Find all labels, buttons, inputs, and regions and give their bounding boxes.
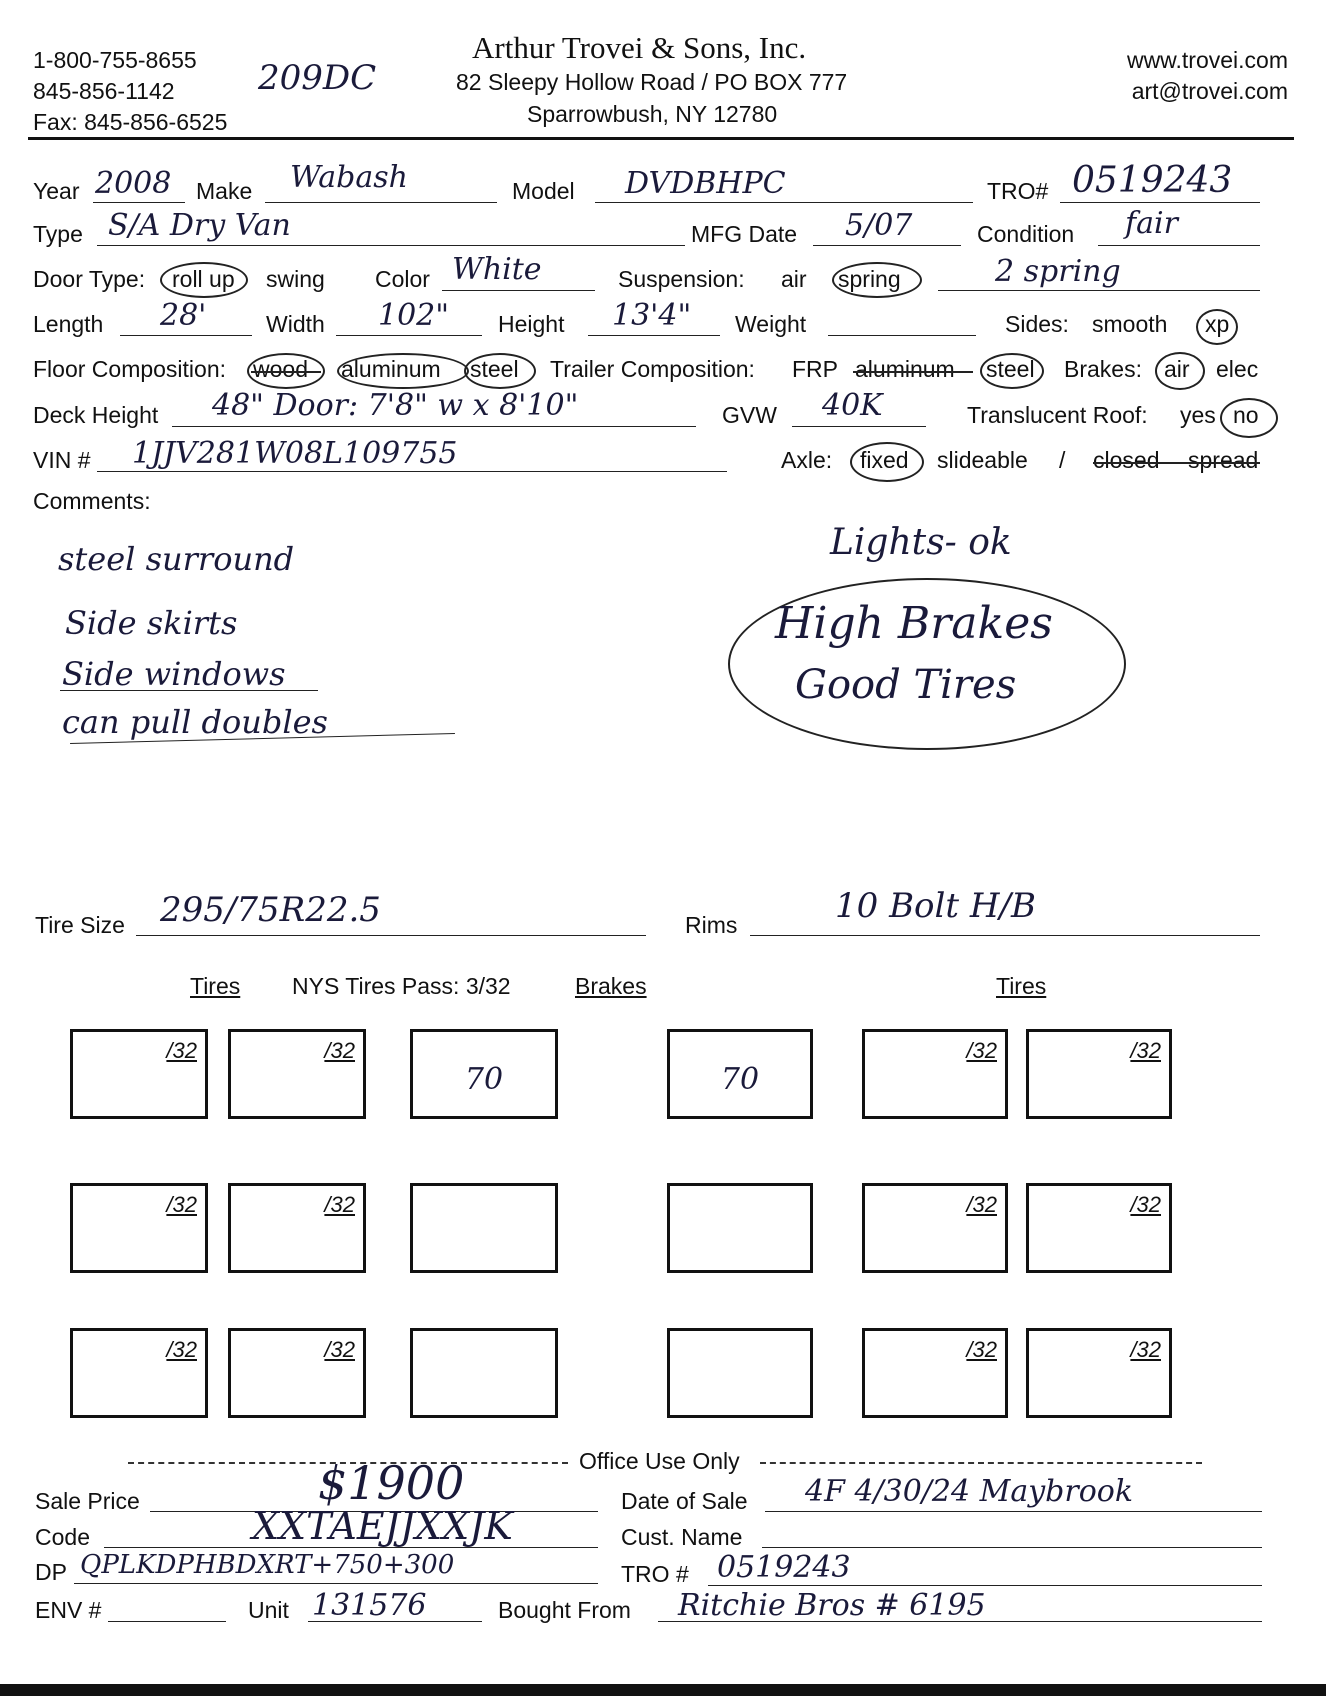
floor-steel-circle bbox=[464, 353, 536, 389]
tread-mark: /32 bbox=[966, 1337, 997, 1362]
rims-value: 10 Bolt H/B bbox=[835, 886, 1036, 926]
env-field[interactable] bbox=[108, 1621, 226, 1622]
tread-mark: /32 bbox=[324, 1337, 355, 1362]
tread-mark: /32 bbox=[324, 1038, 355, 1063]
sides-label: Sides: bbox=[1005, 311, 1069, 337]
tro-field[interactable] bbox=[1060, 202, 1260, 203]
deck-height-label: Deck Height bbox=[33, 402, 159, 428]
floor-opt-aluminum[interactable]: aluminum bbox=[341, 356, 441, 382]
length-field[interactable] bbox=[120, 335, 252, 336]
brake-box[interactable] bbox=[410, 1328, 558, 1418]
roof-no-circle bbox=[1220, 398, 1278, 438]
tires-header-left: Tires bbox=[190, 973, 241, 999]
axle-opt-fixed[interactable]: fixed bbox=[860, 447, 909, 473]
tire-box[interactable] bbox=[862, 1328, 1008, 1418]
door-opt-swing[interactable]: swing bbox=[266, 266, 325, 292]
brake-value: 70 bbox=[720, 1062, 760, 1097]
trailer-composition-label: Trailer Composition: bbox=[550, 356, 755, 382]
date-of-sale-value: 4F 4/30/24 Maybrook bbox=[805, 1474, 1134, 1509]
tire-size-value: 295/75R22.5 bbox=[160, 890, 381, 930]
width-field[interactable] bbox=[336, 335, 482, 336]
axle-separator: / bbox=[1059, 447, 1066, 473]
tire-size-label: Tire Size bbox=[35, 912, 125, 938]
weight-field[interactable] bbox=[828, 335, 976, 336]
brakes-header: Brakes bbox=[575, 973, 647, 999]
tire-box[interactable] bbox=[1026, 1029, 1172, 1119]
color-label: Color bbox=[375, 266, 430, 292]
company-name: Arthur Trovei & Sons, Inc. bbox=[472, 30, 807, 65]
nys-tires-pass: NYS Tires Pass: 3/32 bbox=[292, 973, 511, 999]
door-roll-up-circle bbox=[160, 262, 248, 298]
height-value: 13'4" bbox=[612, 298, 692, 333]
gvw-label: GVW bbox=[722, 402, 777, 428]
dp-label: DP bbox=[35, 1559, 67, 1585]
trailer-opt-aluminum[interactable]: aluminum bbox=[855, 356, 955, 382]
office-tro-value: 0519243 bbox=[717, 1550, 851, 1585]
office-tro-label: TRO # bbox=[621, 1561, 689, 1587]
brakes-label: Brakes: bbox=[1064, 356, 1142, 382]
suspension-field[interactable] bbox=[938, 290, 1260, 291]
gvw-field[interactable] bbox=[792, 426, 926, 427]
comment-line-3: Side windows bbox=[62, 655, 286, 693]
circled-note-2: Good Tires bbox=[795, 662, 1017, 708]
tread-mark: /32 bbox=[166, 1192, 197, 1217]
tire-box[interactable] bbox=[228, 1029, 366, 1119]
tire-box[interactable] bbox=[70, 1183, 208, 1273]
trailer-opt-frp[interactable]: FRP bbox=[792, 356, 838, 382]
condition-field[interactable] bbox=[1098, 245, 1260, 246]
weight-label: Weight bbox=[735, 311, 807, 337]
tire-box[interactable] bbox=[862, 1183, 1008, 1273]
comments-label: Comments: bbox=[33, 488, 151, 514]
brakes-opt-air[interactable]: air bbox=[1164, 356, 1190, 382]
mfg-value: 5/07 bbox=[845, 208, 913, 243]
comment-line-1: steel surround bbox=[58, 540, 295, 578]
year-value: 2008 bbox=[95, 166, 172, 201]
bought-from-label: Bought From bbox=[498, 1597, 631, 1623]
width-value: 102" bbox=[378, 298, 450, 333]
env-label: ENV # bbox=[35, 1597, 102, 1623]
type-field[interactable] bbox=[97, 245, 685, 246]
date-of-sale-field[interactable] bbox=[765, 1511, 1262, 1512]
vin-field[interactable] bbox=[97, 471, 727, 472]
susp-opt-air[interactable]: air bbox=[781, 266, 807, 292]
sides-opt-smooth[interactable]: smooth bbox=[1092, 311, 1168, 337]
brake-box[interactable] bbox=[667, 1328, 813, 1418]
website: www.trovei.com bbox=[1126, 47, 1288, 73]
tread-mark: /32 bbox=[966, 1038, 997, 1063]
company-address-1: 82 Sleepy Hollow Road / PO BOX 777 bbox=[456, 69, 848, 95]
office-use-title: Office Use Only bbox=[579, 1448, 740, 1474]
model-value: DVDBHPC bbox=[625, 166, 786, 201]
brake-value: 70 bbox=[464, 1062, 504, 1097]
height-field[interactable] bbox=[588, 335, 720, 336]
tread-mark: /32 bbox=[1130, 1192, 1161, 1217]
roof-opt-no[interactable]: no bbox=[1233, 402, 1259, 428]
tread-mark: /32 bbox=[166, 1337, 197, 1362]
tire-size-field[interactable] bbox=[136, 935, 646, 936]
height-label: Height bbox=[498, 311, 565, 337]
tread-mark: /32 bbox=[166, 1038, 197, 1063]
type-label: Type bbox=[33, 221, 83, 247]
tread-mark: /32 bbox=[966, 1192, 997, 1217]
brake-box[interactable] bbox=[667, 1183, 813, 1273]
axle-closed-spread-strike bbox=[1093, 462, 1260, 464]
trailer-aluminum-strike bbox=[853, 371, 973, 373]
length-label: Length bbox=[33, 311, 104, 337]
brake-box[interactable] bbox=[410, 1029, 558, 1119]
brake-box[interactable] bbox=[667, 1029, 813, 1119]
vin-value: 1JJV281W08L109755 bbox=[132, 436, 458, 471]
mfg-label: MFG Date bbox=[691, 221, 798, 247]
door-opt-roll-up[interactable]: roll up bbox=[172, 266, 235, 292]
unit-label: Unit bbox=[248, 1597, 289, 1623]
brakes-air-circle bbox=[1155, 352, 1205, 390]
condition-value: fair bbox=[1125, 206, 1178, 241]
trailer-steel-circle bbox=[980, 353, 1044, 389]
floor-aluminum-circle bbox=[337, 353, 469, 389]
sale-price-value: $1900 bbox=[318, 1456, 465, 1510]
dp-field[interactable] bbox=[74, 1583, 598, 1584]
tire-box[interactable] bbox=[862, 1029, 1008, 1119]
brake-box[interactable] bbox=[410, 1183, 558, 1273]
color-field[interactable] bbox=[442, 290, 595, 291]
width-label: Width bbox=[266, 311, 325, 337]
translucent-roof-label: Translucent Roof: bbox=[967, 402, 1148, 428]
vin-label: VIN # bbox=[33, 447, 91, 473]
axle-opt-closed[interactable]: closed bbox=[1093, 447, 1160, 473]
phone-2: 845-856-1142 bbox=[33, 78, 175, 104]
roof-opt-yes[interactable]: yes bbox=[1180, 402, 1216, 428]
office-dash-right bbox=[760, 1462, 1202, 1464]
office-tro-field[interactable] bbox=[708, 1585, 1262, 1586]
susp-opt-spring[interactable]: spring bbox=[838, 266, 901, 292]
comment-line-2: Side skirts bbox=[65, 604, 238, 642]
sides-opt-xp[interactable]: xp bbox=[1205, 311, 1230, 337]
year-field[interactable] bbox=[93, 202, 185, 203]
trailer-opt-steel[interactable]: steel bbox=[986, 356, 1035, 382]
length-value: 28' bbox=[160, 298, 207, 333]
rims-label: Rims bbox=[685, 912, 738, 938]
sides-xp-circle bbox=[1196, 309, 1238, 345]
deck-height-field[interactable] bbox=[172, 426, 696, 427]
tread-mark: /32 bbox=[1130, 1038, 1161, 1063]
make-value: Wabash bbox=[290, 160, 408, 195]
dp-value: QPLKDPHBDXRT+750+300 bbox=[80, 1550, 455, 1580]
floor-composition-label: Floor Composition: bbox=[33, 356, 227, 382]
cust-name-label: Cust. Name bbox=[621, 1524, 743, 1550]
code-value: XXTAEJJXXJK bbox=[252, 1504, 513, 1548]
fax: Fax: 845-856-6525 bbox=[33, 109, 228, 135]
code-label: Code bbox=[35, 1524, 90, 1550]
handwritten-code: 209DC bbox=[258, 58, 377, 98]
lights-note: Lights- ok bbox=[830, 522, 1012, 563]
gvw-value: 40K bbox=[822, 388, 883, 423]
type-value: S/A Dry Van bbox=[108, 208, 291, 243]
susp-spring-circle bbox=[832, 262, 922, 298]
unit-value: 131576 bbox=[312, 1588, 427, 1623]
axle-opt-slideable[interactable]: slideable bbox=[937, 447, 1028, 473]
deck-height-value: 48" Door: 7'8" w x 8'10" bbox=[212, 388, 579, 423]
header-divider bbox=[28, 137, 1294, 140]
color-value: White bbox=[452, 252, 542, 287]
email: art@trovei.com bbox=[1131, 78, 1288, 104]
company-address-2: Sparrowbush, NY 12780 bbox=[527, 101, 778, 127]
rims-field[interactable] bbox=[750, 935, 1260, 936]
bought-from-value: Ritchie Bros # 6195 bbox=[678, 1588, 986, 1623]
comment-underline-3 bbox=[60, 690, 318, 691]
axle-label: Axle: bbox=[781, 447, 833, 473]
sale-price-label: Sale Price bbox=[35, 1488, 140, 1514]
condition-label: Condition bbox=[977, 221, 1075, 247]
suspension-label: Suspension: bbox=[618, 266, 745, 292]
floor-opt-wood[interactable]: wood bbox=[253, 356, 308, 382]
make-label: Make bbox=[196, 178, 253, 204]
tro-value: 0519243 bbox=[1072, 160, 1233, 201]
date-of-sale-label: Date of Sale bbox=[621, 1488, 748, 1514]
circled-note-1: High Brakes bbox=[775, 598, 1053, 649]
floor-opt-steel[interactable]: steel bbox=[470, 356, 519, 382]
tire-box[interactable] bbox=[228, 1183, 366, 1273]
tire-box[interactable] bbox=[1026, 1328, 1172, 1418]
tire-box[interactable] bbox=[70, 1328, 208, 1418]
tire-box[interactable] bbox=[228, 1328, 366, 1418]
cust-name-field[interactable] bbox=[762, 1547, 1262, 1548]
model-label: Model bbox=[512, 178, 575, 204]
tread-mark: /32 bbox=[324, 1192, 355, 1217]
phone-1: 1-800-755-8655 bbox=[33, 47, 197, 73]
make-field[interactable] bbox=[265, 202, 497, 203]
tires-header-right: Tires bbox=[996, 973, 1047, 999]
axle-opt-spread[interactable]: spread bbox=[1188, 447, 1259, 473]
floor-wood-circle bbox=[247, 353, 325, 389]
model-field[interactable] bbox=[595, 202, 973, 203]
comment-line-4: can pull doubles bbox=[62, 703, 328, 741]
mfg-field[interactable] bbox=[813, 245, 961, 246]
door-type-label: Door Type: bbox=[33, 266, 146, 292]
tire-box[interactable] bbox=[1026, 1183, 1172, 1273]
brakes-opt-elec[interactable]: elec bbox=[1216, 356, 1259, 382]
axle-fixed-circle bbox=[850, 442, 924, 482]
tread-mark: /32 bbox=[1130, 1337, 1161, 1362]
scan-edge bbox=[0, 1684, 1326, 1696]
suspension-value: 2 spring bbox=[995, 254, 1121, 289]
tro-label: TRO# bbox=[987, 178, 1049, 204]
tire-box[interactable] bbox=[70, 1029, 208, 1119]
year-label: Year bbox=[33, 178, 80, 204]
